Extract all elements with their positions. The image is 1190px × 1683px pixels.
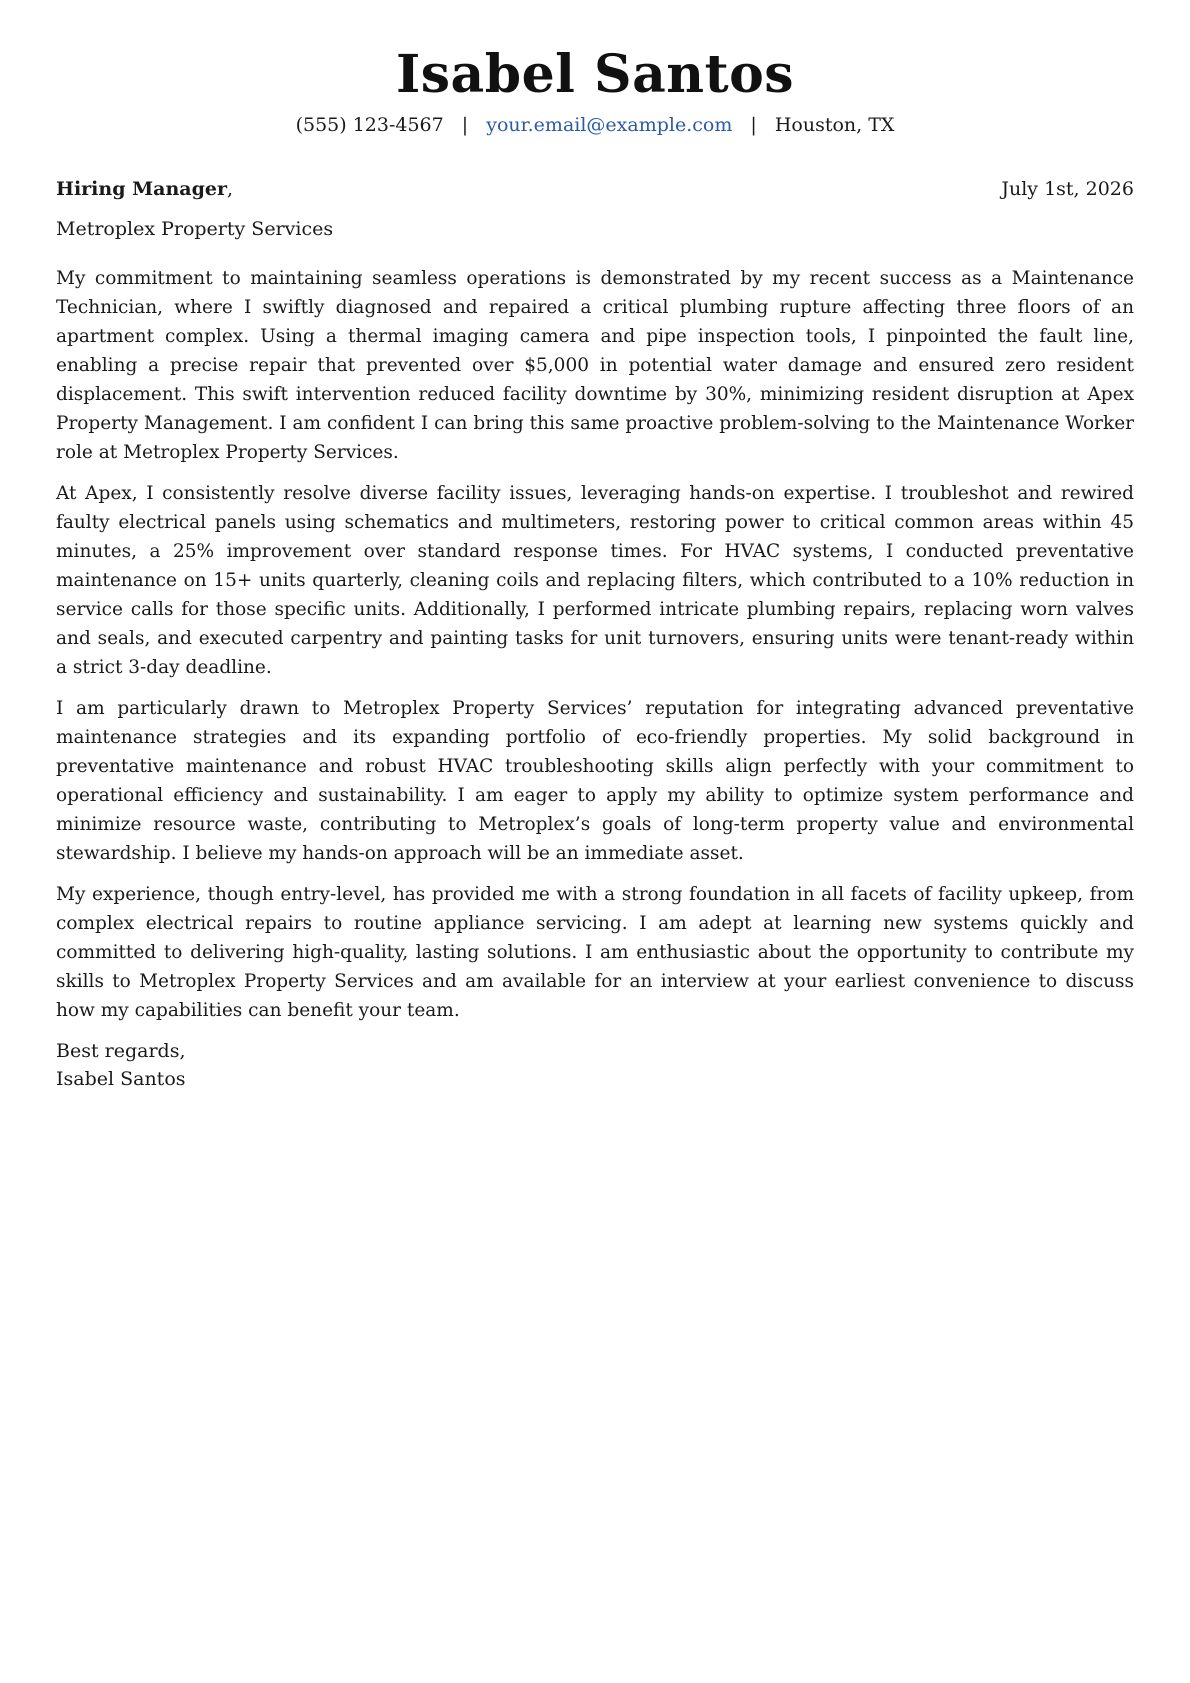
salutation-comma: , bbox=[226, 178, 234, 200]
phone-number: (555) 123-4567 bbox=[295, 114, 444, 136]
body-paragraph: At Apex, I consistently resolve diverse facility issues, leveraging hands-on expertise. I troubleshot and rewired faulty electrical panels using schematics and multimeters, restoring power to critical common areas within 45 minutes, a 25% improvement over standard response times. For HVAC systems, I conducted preventative maintenance on 15+ units quarterly, cleaning coils and replacing filters, which contributed to a 10% reduction in service calls for those specific units. Additionally, I performed intricate plumbing repairs, replacing worn valves and seals, and executed carpentry and painting tasks for unit turnovers, ensuring units were tenant-ready within a strict 3-day deadline. bbox=[56, 483, 1134, 678]
signoff: Best regards, bbox=[56, 1040, 186, 1062]
email-link[interactable]: your.email@example.com bbox=[486, 114, 733, 136]
body-paragraph: My commitment to maintaining seamless operations is demonstrated by my recent success as a Maintenance Technician, where I swiftly diagnosed and repaired a critical plumbing rupture affecting three floors of an apartment complex. Using a thermal imaging camera and pipe inspection tools, I pinpointed the fault line, enabling a precise repair that prevented over $5,000 in potential water damage and ensured zero resident displacement. This swift intervention reduced facility downtime by 30%, minimizing resident disruption at Apex Property Management. I am confident I can bring this same proactive problem-solving to the Maintenance Worker role at Metroplex Property Services. bbox=[56, 268, 1134, 463]
contact-separator: | bbox=[750, 114, 757, 136]
letter-date: July 1st, 2026 bbox=[1001, 178, 1134, 200]
letter-body bbox=[56, 264, 1134, 1025]
body-paragraph: I am particularly drawn to Metroplex Property Services’ reputation for integrating advanced preventative maintenance strategies and its expanding portfolio of eco-friendly properties. My solid background in preventative maintenance and robust HVAC troubleshooting skills align perfectly with your commitment to operational efficiency and sustainability. I am eager to apply my ability to optimize system performance and minimize resource waste, contributing to Metroplex’s goals of long-term property value and environmental stewardship. I believe my hands-on approach will be an immediate asset. bbox=[56, 698, 1134, 864]
signature: Isabel Santos bbox=[56, 1068, 186, 1090]
body-paragraph: My experience, though entry-level, has provided me with a strong foundation in all facets of facility upkeep, from complex electrical repairs to routine appliance servicing. I am adept at learning new systems quickly and committed to delivering high-quality, lasting solutions. I am enthusiastic about the opportunity to contribute my skills to Metroplex Property Services and am available for an interview at your earliest convenience to discuss how my capabilities can benefit your team. bbox=[56, 884, 1134, 1021]
salutation bbox=[56, 176, 233, 202]
recipient-name: Hiring Manager bbox=[56, 178, 227, 200]
contact-line bbox=[56, 112, 1134, 138]
recipient-company: Metroplex Property Services bbox=[56, 218, 334, 240]
letter-closing bbox=[56, 1037, 1134, 1093]
location: Houston, TX bbox=[774, 114, 895, 136]
letter-header bbox=[56, 0, 1134, 138]
applicant-name: Isabel Santos bbox=[395, 44, 795, 105]
contact-separator: | bbox=[461, 114, 469, 136]
recipient-row bbox=[56, 176, 1134, 202]
